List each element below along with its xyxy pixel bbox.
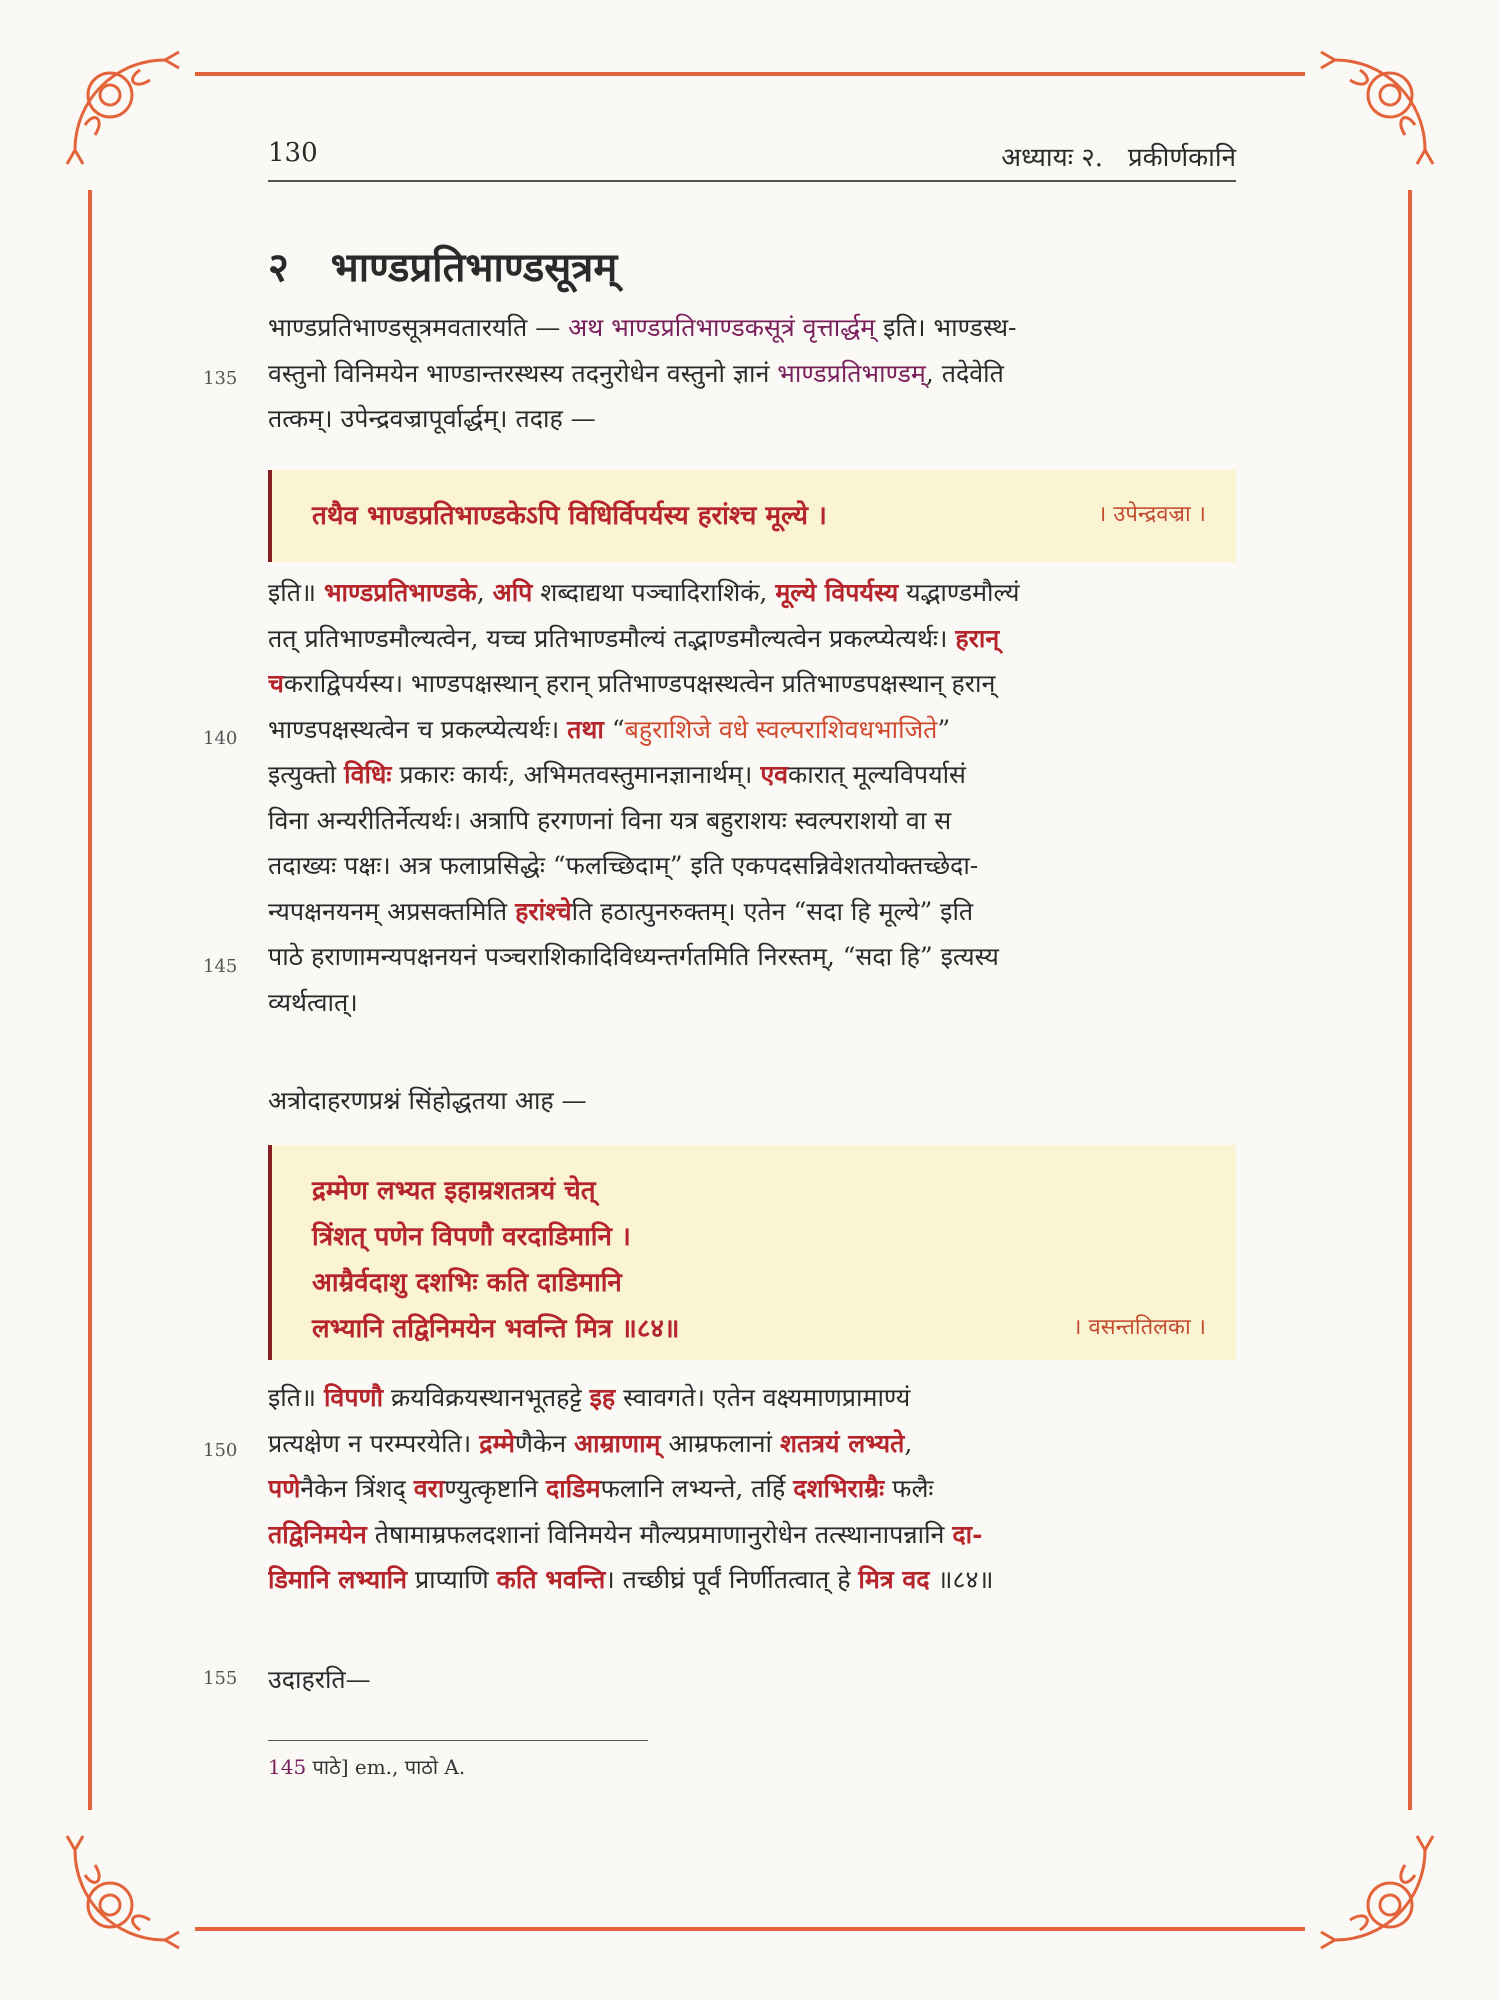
- line-number: 155: [203, 1668, 238, 1689]
- paragraph-intro: [268, 305, 1236, 442]
- meter-label: । वसन्ततिलका ।: [1073, 1315, 1206, 1340]
- verse-line: आम्रैर्वदाशु दशभिः कति दाडिमानि: [312, 1268, 622, 1298]
- meter-label: । उपेन्द्रवज्रा ।: [1097, 502, 1206, 527]
- section-title: २ भाण्डप्रतिभाण्डसूत्रम्: [268, 244, 618, 291]
- border-bottom: [195, 1927, 1305, 1931]
- verse-line: त्रिंशत् पणेन विपणौ वरदाडिमानि ।: [312, 1222, 631, 1252]
- text-line: न्यपक्षनयनम् अप्रसक्तमिति हरांश्चेति हठात्पुनरुक्तम्। एतेन “सदा हि मूल्ये” इति: [268, 896, 974, 926]
- text-line: अत्रोदाहरणप्रश्नं सिंहोद्धतया आह —: [268, 1086, 587, 1115]
- verse-line: लभ्यानि तद्विनिमयेन भवन्ति मित्र ॥८४॥: [312, 1314, 680, 1344]
- corner-ornament-icon: [55, 40, 195, 180]
- border-right: [1408, 190, 1412, 1810]
- verse-box: [268, 470, 1236, 562]
- chapter-title: अध्यायः २. प्रकीर्णकानि: [1001, 143, 1236, 173]
- corner-ornament-icon: [1305, 40, 1445, 180]
- footnote: 145 पाठे] em., पाठो A.: [268, 1755, 466, 1779]
- line-number: 150: [203, 1440, 238, 1461]
- text-line: तदाख्यः पक्षः। अत्र फलाप्रसिद्धेः “फलच्छिदाम्” इति एकपदसन्निवेशतयोक्तच्छेदा-: [268, 851, 979, 880]
- text-line: इत्युक्तो विधिः प्रकारः कार्यः, अभिमतवस्तुमानज्ञानार्थम्। एवकारात् मूल्यविपर्यासं: [268, 760, 966, 789]
- footnote-rule: [268, 1740, 648, 1741]
- text-line: तत् प्रतिभाण्डमौल्यत्वेन, यच्च प्रतिभाण्डमौल्यं तद्भाण्डमौल्यत्वेन प्रकल्प्येत्यर्थः। हरान्: [268, 623, 1000, 653]
- text-line: डिमानि लभ्यानि प्राप्याणि कति भवन्ति। तच्छीघ्रं पूर्वं निर्णीतत्वात् हे मित्र वद ॥८४॥: [268, 1565, 994, 1594]
- paragraph-example: [268, 1657, 1236, 1703]
- text-line: भाण्डपक्षस्थत्वेन च प्रकल्प्येत्यर्थः। तथा “बहुराशिजे वधे स्वल्पराशिवधभाजिते”: [268, 714, 951, 744]
- text-line: इति॥ विपणौ क्रयविक्रयस्थानभूतहट्टे इह स्वावगते। एतेन वक्ष्यमाणप्रामाण्यं: [268, 1383, 911, 1412]
- corner-ornament-icon: [1305, 1820, 1445, 1960]
- header-rule: [268, 180, 1236, 182]
- text-line: व्यर्थत्वात्।: [268, 987, 358, 1017]
- verse-line: द्रम्मेण लभ्यत इहाम्रशतत्रयं चेत्: [312, 1176, 596, 1206]
- line-number: 145: [203, 956, 238, 977]
- border-left: [88, 190, 92, 1810]
- paragraph-commentary: [268, 570, 1236, 1025]
- verse-box: [268, 1145, 1236, 1360]
- text-line: चकराद्विपर्यस्य। भाण्डपक्षस्थान् हरान् प्रतिभाण्डपक्षस्थत्वेन प्रतिभाण्डपक्षस्थान् हरान्: [268, 669, 996, 698]
- paragraph-question-intro: [268, 1078, 1236, 1124]
- text-line: पणेनैकेन त्रिंशद् वराण्युत्कृष्टानि दाडिमफलानि लभ्यन्ते, तर्हि दशभिराम्रैः फलैः: [268, 1474, 934, 1503]
- text-line: वस्तुनो विनिमयेन भाण्डान्तरस्थस्य तदनुरोधेन वस्तुनो ज्ञानं भाण्डप्रतिभाण्डम्, तदेवेति: [268, 358, 1004, 388]
- text-line: विना अन्यरीतिर्नेत्यर्थः। अत्रापि हरगणनां विना यत्र बहुराशयः स्वल्पराशयो वा स: [268, 805, 952, 835]
- paragraph-explanation: [268, 1375, 1236, 1603]
- verse-line: तथैव भाण्डप्रतिभाण्डकेऽपि विधिर्विपर्यस्य हरांश्च मूल्ये ।: [312, 501, 827, 531]
- text-line: भाण्डप्रतिभाण्डसूत्रमवतारयति — अथ भाण्डप्रतिभाण्डकसूत्रं वृत्तार्द्धम् इति। भाण्डस्थ-: [268, 313, 1017, 342]
- text-line: उदाहरति—: [268, 1665, 371, 1694]
- border-top: [195, 72, 1305, 76]
- text-line: प्रत्यक्षेण न परम्परयेति। द्रम्मेणैकेन आम्राणाम् आम्रफलानां शतत्रयं लभ्यते,: [268, 1428, 913, 1458]
- corner-ornament-icon: [55, 1820, 195, 1960]
- text-line: तद्विनिमयेन तेषामाम्रफलदशानां विनिमयेन मौल्यप्रमाणानुरोधेन तत्स्थानापन्नानि दा-: [268, 1519, 983, 1549]
- line-number: 135: [203, 368, 238, 389]
- text-line: इति॥ भाण्डप्रतिभाण्डके, अपि शब्दाद्यथा पञ्चादिराशिकं, मूल्ये विपर्यस्य यद्भाण्डमौल्यं: [268, 578, 1020, 607]
- line-number: 140: [203, 728, 238, 749]
- running-head: [268, 138, 1236, 178]
- text-line: तत्कम्। उपेन्द्रवज्रापूर्वार्द्धम्। तदाह —: [268, 404, 596, 433]
- page-number: 130: [268, 138, 318, 168]
- text-line: पाठे हराणामन्यपक्षनयनं पञ्चराशिकादिविध्यन्तर्गतमिति निरस्तम्, “सदा हि” इत्यस्य: [268, 942, 999, 971]
